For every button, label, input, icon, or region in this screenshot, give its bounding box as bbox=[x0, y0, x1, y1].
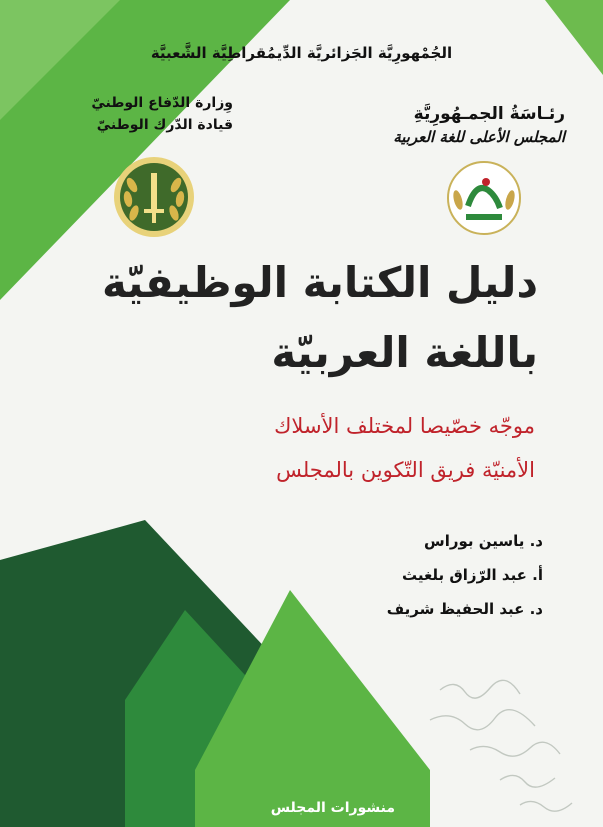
title-line-2: باللغة العربيّة bbox=[271, 328, 538, 377]
author-1: د. ياسين بوراس bbox=[424, 532, 543, 550]
title-line-1: دليل الكتابة الوظيفيّة bbox=[102, 258, 538, 307]
author-3: د. عبد الحفيظ شريف bbox=[386, 600, 543, 618]
subtitle-line-1: موجّه خصّيصا لمختلف الأسلاك bbox=[274, 414, 535, 438]
publisher-label: منشورات المجلس bbox=[270, 800, 395, 816]
gendarmerie-emblem-icon bbox=[112, 155, 196, 239]
council-label: المجلس الأعلى للغة العربية bbox=[393, 128, 565, 146]
gendarmerie-label: قيادة الدّرك الوطنيّ bbox=[96, 117, 233, 133]
subtitle-line-2: الأمنيّة فريق التّكوين بالمجلس bbox=[276, 458, 535, 482]
handwriting-texture bbox=[430, 680, 572, 811]
author-2: أ. عبد الرّزاق بلغيث bbox=[401, 566, 543, 584]
republic-name: الجُمْهورِيَّة الجَزائريَّة الدِّيمُقراطِيَّة الشَّعبيَّة bbox=[150, 44, 453, 62]
presidency-label: رئـاسَةُ الجمـهُورِيَّةِ bbox=[413, 104, 565, 124]
defense-ministry-label: وِزارة الدّفاع الوطنيّ bbox=[91, 95, 233, 111]
right-green-corner bbox=[545, 0, 603, 75]
council-logo-icon bbox=[446, 160, 522, 236]
